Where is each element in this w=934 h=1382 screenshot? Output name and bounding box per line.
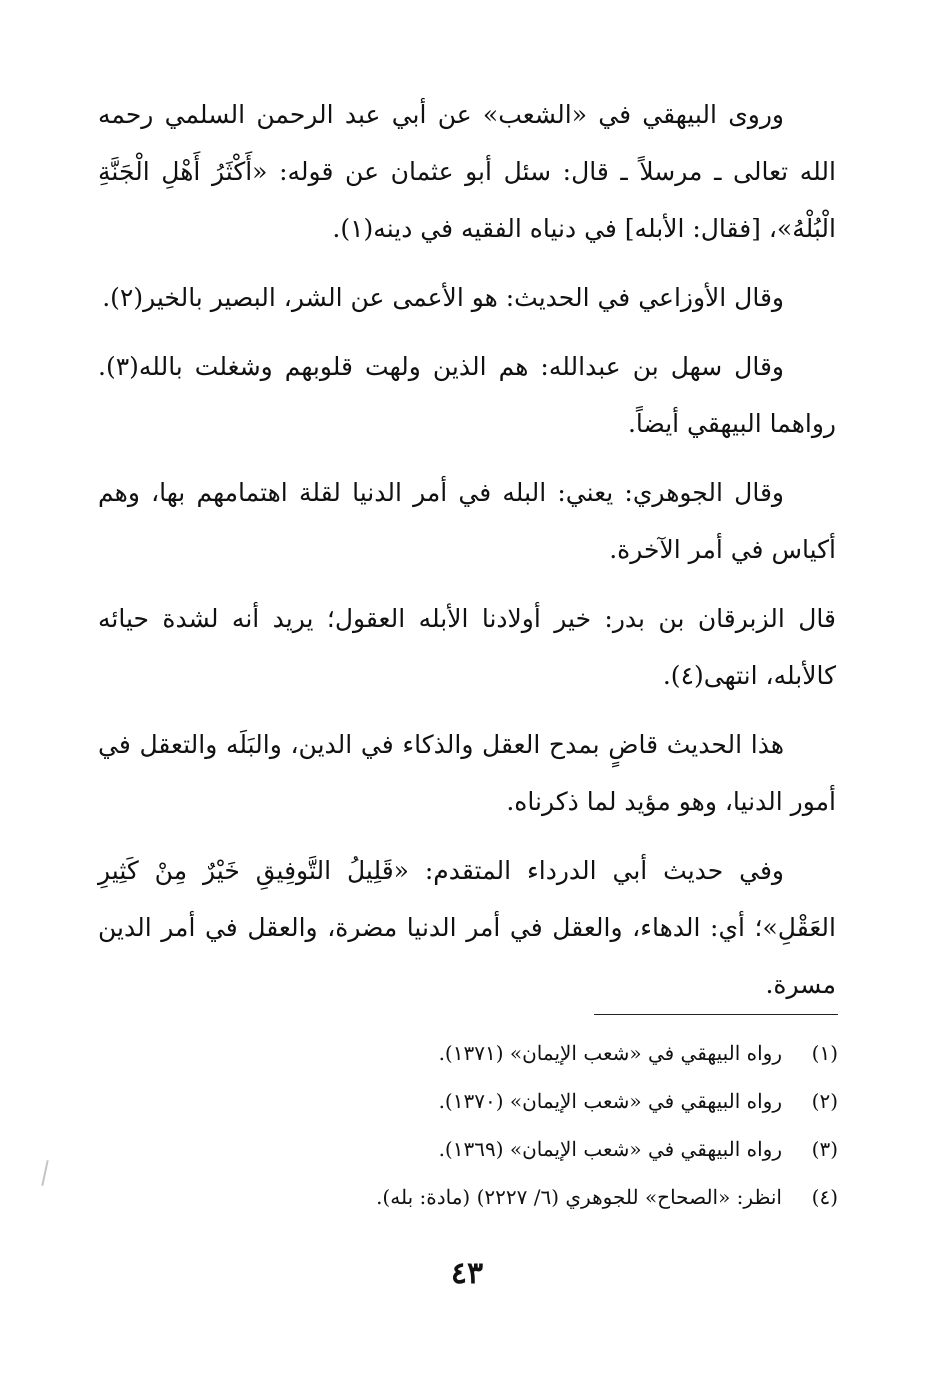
paragraph-5: قال الزبرقان بن بدر: خير أولادنا الأبله العقول؛ يريد أنه لشدة حيائه كالأبله، انتهى(٤). xyxy=(98,604,836,690)
footnote-text: رواه البيهقي في «شعب الإيمان» (١٣٧٠). xyxy=(438,1089,782,1113)
scan-mark xyxy=(41,1160,48,1186)
footnote-4 xyxy=(98,1174,838,1220)
footnotes xyxy=(98,1030,838,1222)
paragraph-7: وفي حديث أبي الدرداء المتقدم: «قَلِيلُ التَّوفِيقِ خَيْرٌ مِنْ كَثِيرِ العَقْلِ»؛ أي: الدهاء، والعقل في أمر الدنيا مضرة، والعقل في أمر الدين مسرة. xyxy=(98,856,836,999)
footnote-number: (٢) xyxy=(811,1089,838,1113)
paragraph-1: وروى البيهقي في «الشعب» عن أبي عبد الرحمن السلمي رحمه الله تعالى ـ مرسلاً ـ قال: سئل أبو عثمان عن قوله: «أَكْثَرُ أَهْلِ الْجَنَّةِ الْبُلْهُ»، [فقال: الأبله] في دنياه الفقيه في دينه(١). xyxy=(98,100,836,243)
footnote-3 xyxy=(98,1126,838,1172)
paragraph-2: وقال الأوزاعي في الحديث: هو الأعمى عن الشر، البصير بالخير(٢). xyxy=(102,283,784,312)
footnote-number: (١) xyxy=(811,1041,838,1065)
paragraph-6: هذا الحديث قاضٍ بمدح العقل والذكاء في الدين، والبَلَه والتعقل في أمور الدنيا، وهو مؤيد لما ذكرناه. xyxy=(98,730,836,816)
footnote-separator xyxy=(594,1014,838,1015)
footnote-text: انظر: «الصحاح» للجوهري (٦/ ٢٢٢٧) (مادة: بله). xyxy=(376,1185,782,1209)
paragraph-3: وقال سهل بن عبدالله: هم الذين ولهت قلوبهم وشغلت بالله(٣). رواهما البيهقي أيضاً. xyxy=(98,352,836,438)
footnote-text: رواه البيهقي في «شعب الإيمان» (١٣٧١). xyxy=(438,1041,782,1065)
page-number: ٤٣ xyxy=(450,1256,484,1291)
main-text xyxy=(98,86,836,1025)
footnote-1 xyxy=(98,1030,838,1076)
footnote-number: (٤) xyxy=(811,1185,838,1209)
footnote-text: رواه البيهقي في «شعب الإيمان» (١٣٦٩). xyxy=(438,1137,782,1161)
footnote-number: (٣) xyxy=(811,1137,838,1161)
paragraph-4: وقال الجوهري: يعني: البله في أمر الدنيا لقلة اهتمامهم بها، وهم أكياس في أمر الآخرة. xyxy=(98,478,836,564)
footnote-2 xyxy=(98,1078,838,1124)
